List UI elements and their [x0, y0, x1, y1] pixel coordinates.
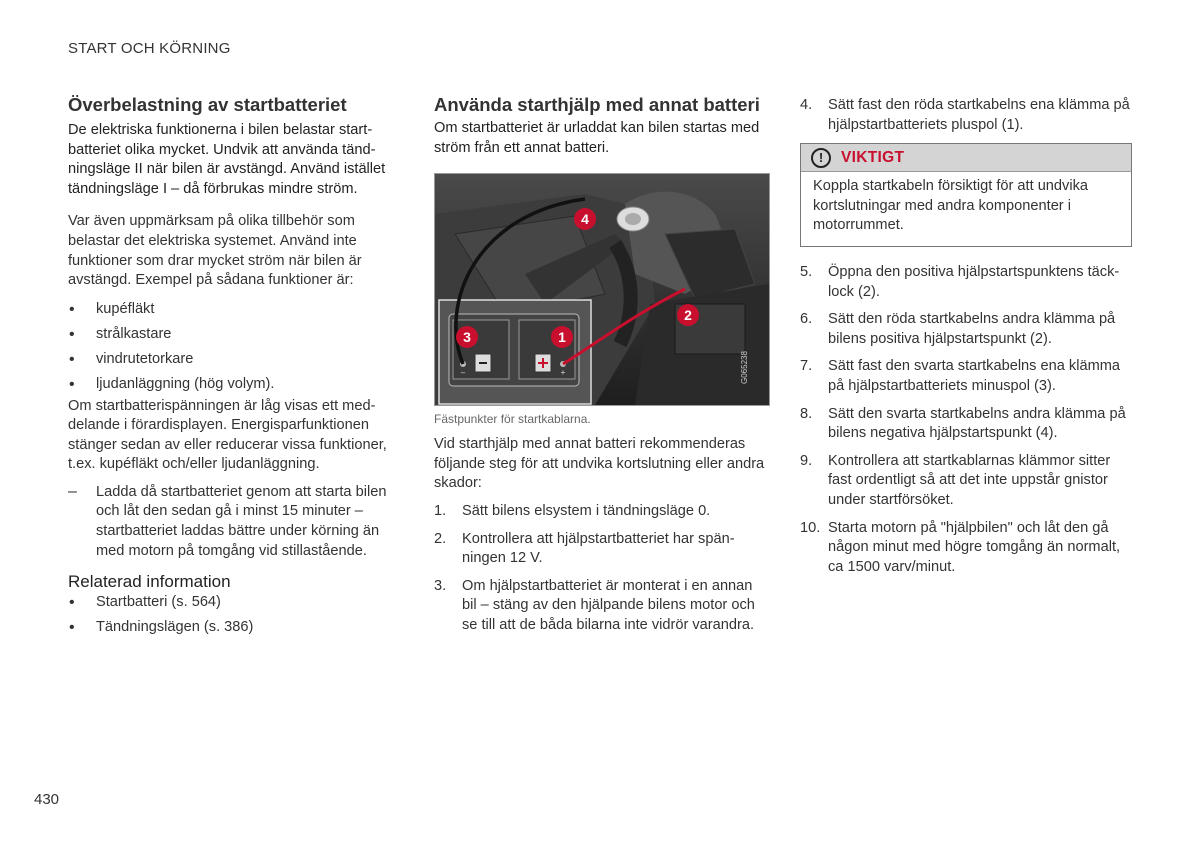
steps-list-1-3 [434, 502, 770, 636]
section-heading-jump-start: Använda starthjälp med annat batteri [434, 94, 760, 115]
page-number: 430 [34, 791, 60, 808]
dash-marker: – [68, 482, 77, 500]
engine-bay-illustration [435, 174, 769, 405]
column-battery-overload [68, 94, 400, 644]
column-jump-start-steps [800, 96, 1132, 585]
related-link-startbatteri[interactable]: • Startbatteri (s. 564) [68, 593, 400, 613]
engine-bay-figure [434, 173, 770, 406]
low-voltage-paragraph: Om startbatterispänningen är låg visas ett med-delande i förardisplayen. Energisparfunktionen stänger sedan av eller reducerar vissa funktioner, t.ex. kupéfläkt och/eller ljudanläggning. [68, 397, 387, 473]
list-item: • ljudanläggning (hög volym). [68, 375, 400, 395]
list-item: 10. Starta motorn på "hjälpbilen" och låt den gå någon minut med högre tomgång än normalt, ca 1500 varv/minut. [800, 519, 1121, 575]
list-item: • kupéfläkt [68, 300, 400, 320]
steps-list-5-10 [800, 263, 1132, 577]
exclamation-icon: ! [811, 148, 831, 168]
related-link-tandningslagen[interactable]: • Tändningslägen (s. 386) [68, 618, 400, 638]
function-list [68, 300, 400, 395]
list-item: 3. Om hjälpstartbatteriet är monterat i en annan bil – stäng av den hjälpande bilens motor och se till att de båda bilarna inte vidrör varandra. [434, 577, 755, 633]
callout-3: 3 [456, 326, 478, 348]
list-item: 5. Öppna den positiva hjälpstartspunktens täck-lock (2). [800, 263, 1120, 300]
related-heading: Relaterad information [68, 572, 231, 592]
list-item: • vindrutetorkare [68, 350, 400, 370]
column-jump-start [434, 94, 770, 644]
plus-terminal-label: + [560, 368, 566, 378]
recommendation-paragraph: Vid starthjälp med annat batteri rekommenderas följande steg för att undvika kortslutning eller andra skador: [434, 436, 765, 492]
callout-4: 4 [574, 208, 596, 230]
charge-instruction-text: Ladda då startbatteriet genom att starta bilen och låt den sedan gå i minst 15 minuter – startbatteriet laddas bättre under körning än med motorn på tomgång vid stillastående. [96, 483, 387, 559]
overload-lead: De elektriska funktionerna i bilen belastar start-batteriet olika mycket. Undvik att använda tänd-ningsläge II när bilen är avstängd. Använd istället tändningsläge I – då förbrukas mindre ström. [68, 122, 386, 197]
list-item: 6. Sätt den röda startkabelns andra klämma på bilens positiva hjälpstartspunkt (2). [800, 311, 1116, 347]
callout-1: 1 [551, 326, 573, 348]
list-item: 8. Sätt den svarta startkabelns andra klämma på bilens negativa hjälpstartspunkt (4). [800, 405, 1126, 442]
related-links [68, 593, 400, 638]
jump-start-intro: Om startbatteriet är urladdat kan bilen startas med ström från ett annat batteri. [434, 120, 760, 156]
important-notice-header [801, 144, 1131, 172]
section-heading-overload: Överbelastning av startbatteriet [68, 94, 347, 115]
list-item: 4. Sätt fast den röda startkabelns ena klämma på hjälpstartbatteriets pluspol (1). [800, 97, 1130, 133]
list-item: 2. Kontrollera att hjälpstartbatteriet har spän-ningen 12 V. [434, 530, 735, 567]
figure-caption: Fästpunkter för startkablarna. [434, 412, 591, 427]
figure-code: G065238 [740, 351, 749, 385]
list-item: 1. Sätt bilens elsystem i tändningsläge 0. [434, 502, 711, 519]
list-item: • strålkastare [68, 325, 400, 345]
important-notice [800, 143, 1132, 247]
list-item: 7. Sätt fast den svarta startkabelns ena klämma på hjälpstartbatteriets minuspol (3). [800, 358, 1121, 394]
minus-terminal-label: – [460, 368, 466, 378]
accessories-paragraph: Var även uppmärksam på olika tillbehör som belastar det elektriska systemet. Använd inte funktioner som drar mycket ström när bilen är avstängd. Exempel på sådana funktioner är: [68, 213, 362, 289]
step-4 [800, 96, 1132, 135]
running-header: START OCH KÖRNING [68, 40, 231, 57]
important-notice-title: VIKTIGT [841, 149, 905, 167]
important-notice-body: Koppla startkabeln försiktigt för att undvika kortslutningar med andra komponenter i motorrummet. [813, 178, 1088, 234]
charge-instruction [68, 483, 400, 561]
callout-2: 2 [677, 304, 699, 326]
list-item: 9. Kontrollera att startkablarnas klämmor sitter fast ordentligt så att det inte uppstår gnistor under startförsöket. [800, 452, 1111, 508]
